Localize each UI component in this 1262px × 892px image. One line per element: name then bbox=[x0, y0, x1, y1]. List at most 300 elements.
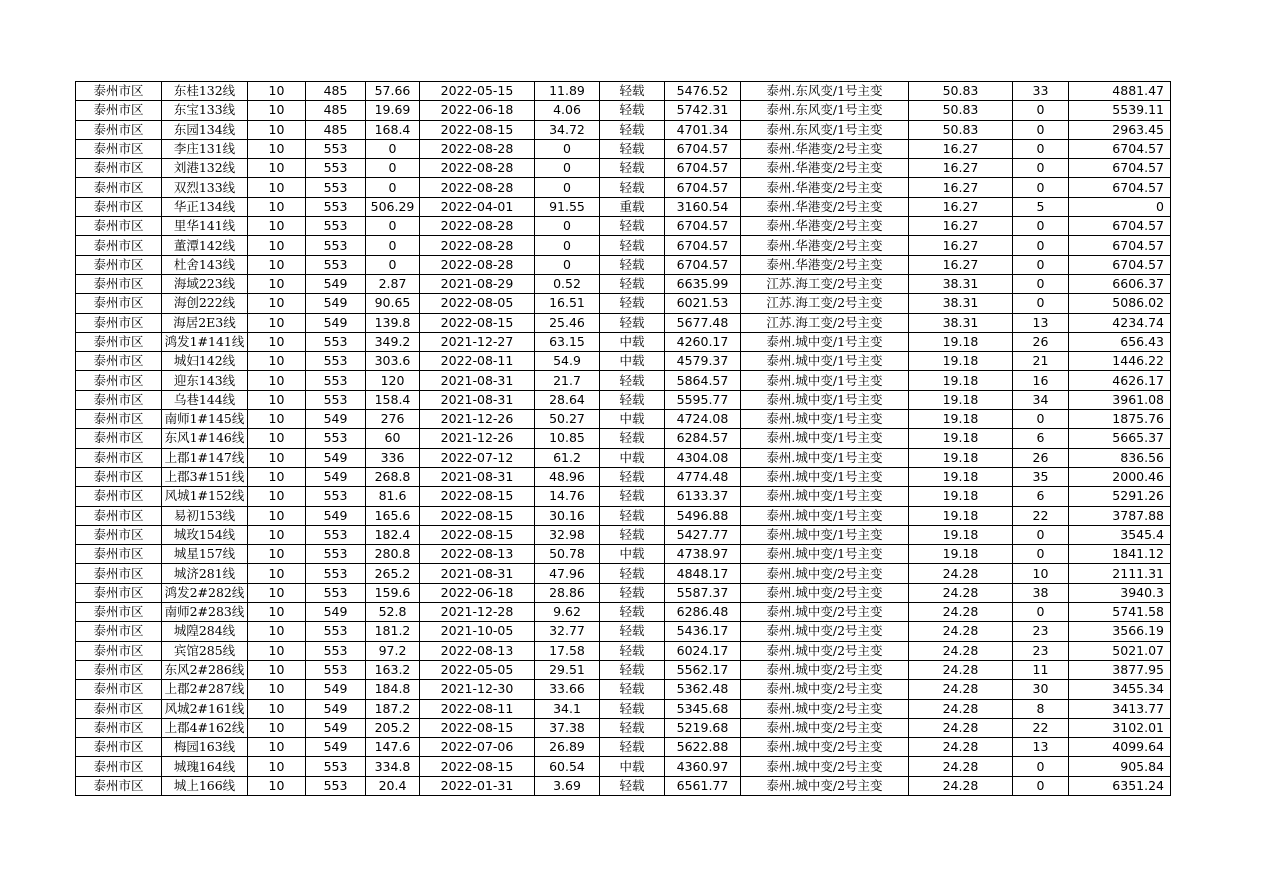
margin-cell: 4360.97 bbox=[665, 757, 741, 776]
date-cell: 2022-08-13 bbox=[420, 641, 535, 660]
load-status-cell: 轻载 bbox=[600, 294, 665, 313]
capacity-cell: 553 bbox=[306, 159, 366, 178]
transformer-rate-cell: 24.28 bbox=[909, 603, 1013, 622]
date-cell: 2022-08-28 bbox=[420, 217, 535, 236]
load-cell: 349.2 bbox=[366, 332, 420, 351]
area-cell: 泰州市区 bbox=[76, 545, 162, 564]
load-status-cell: 轻载 bbox=[600, 564, 665, 583]
available-cell: 2963.45 bbox=[1069, 120, 1171, 139]
line-name-cell: 海创222线 bbox=[162, 294, 248, 313]
capacity-cell: 553 bbox=[306, 332, 366, 351]
count-cell: 34 bbox=[1013, 390, 1069, 409]
available-cell: 4099.64 bbox=[1069, 738, 1171, 757]
transformer-rate-cell: 50.83 bbox=[909, 101, 1013, 120]
margin-cell: 5427.77 bbox=[665, 525, 741, 544]
area-cell: 泰州市区 bbox=[76, 467, 162, 486]
available-cell: 4234.74 bbox=[1069, 313, 1171, 332]
load-status-cell: 中载 bbox=[600, 332, 665, 351]
area-cell: 泰州市区 bbox=[76, 660, 162, 679]
date-cell: 2022-08-28 bbox=[420, 255, 535, 274]
voltage-cell: 10 bbox=[248, 217, 306, 236]
voltage-cell: 10 bbox=[248, 448, 306, 467]
area-cell: 泰州市区 bbox=[76, 448, 162, 467]
date-cell: 2022-06-18 bbox=[420, 101, 535, 120]
available-cell: 6704.57 bbox=[1069, 236, 1171, 255]
voltage-cell: 10 bbox=[248, 332, 306, 351]
margin-cell: 4304.08 bbox=[665, 448, 741, 467]
margin-cell: 4260.17 bbox=[665, 332, 741, 351]
table-row bbox=[76, 776, 1171, 795]
transformer-rate-cell: 19.18 bbox=[909, 545, 1013, 564]
area-cell: 泰州市区 bbox=[76, 680, 162, 699]
transformer-rate-cell: 19.18 bbox=[909, 371, 1013, 390]
available-cell: 1875.76 bbox=[1069, 410, 1171, 429]
load-cell: 181.2 bbox=[366, 622, 420, 641]
voltage-cell: 10 bbox=[248, 603, 306, 622]
voltage-cell: 10 bbox=[248, 371, 306, 390]
area-cell: 泰州市区 bbox=[76, 236, 162, 255]
load-status-cell: 轻载 bbox=[600, 699, 665, 718]
load-cell: 0 bbox=[366, 236, 420, 255]
count-cell: 0 bbox=[1013, 603, 1069, 622]
load-cell: 0 bbox=[366, 255, 420, 274]
capacity-cell: 553 bbox=[306, 197, 366, 216]
available-cell: 6606.37 bbox=[1069, 274, 1171, 293]
area-cell: 泰州市区 bbox=[76, 622, 162, 641]
available-cell: 6704.57 bbox=[1069, 217, 1171, 236]
transformer-cell: 泰州.城中变/1号主变 bbox=[741, 525, 909, 544]
line-name-cell: 刘港132线 bbox=[162, 159, 248, 178]
area-cell: 泰州市区 bbox=[76, 603, 162, 622]
capacity-cell: 485 bbox=[306, 120, 366, 139]
load-rate-cell: 28.86 bbox=[535, 583, 600, 602]
transformer-cell: 江苏.海工变/2号主变 bbox=[741, 274, 909, 293]
margin-cell: 4774.48 bbox=[665, 467, 741, 486]
table-row bbox=[76, 101, 1171, 120]
margin-cell: 6561.77 bbox=[665, 776, 741, 795]
table-row bbox=[76, 545, 1171, 564]
voltage-cell: 10 bbox=[248, 525, 306, 544]
load-status-cell: 轻载 bbox=[600, 467, 665, 486]
load-rate-cell: 91.55 bbox=[535, 197, 600, 216]
load-status-cell: 轻载 bbox=[600, 159, 665, 178]
count-cell: 10 bbox=[1013, 564, 1069, 583]
load-cell: 0 bbox=[366, 159, 420, 178]
transformer-rate-cell: 24.28 bbox=[909, 718, 1013, 737]
table-row bbox=[76, 82, 1171, 101]
voltage-cell: 10 bbox=[248, 294, 306, 313]
count-cell: 0 bbox=[1013, 159, 1069, 178]
available-cell: 6704.57 bbox=[1069, 255, 1171, 274]
table-row bbox=[76, 622, 1171, 641]
date-cell: 2022-07-12 bbox=[420, 448, 535, 467]
capacity-cell: 549 bbox=[306, 294, 366, 313]
count-cell: 26 bbox=[1013, 448, 1069, 467]
capacity-cell: 553 bbox=[306, 236, 366, 255]
margin-cell: 5595.77 bbox=[665, 390, 741, 409]
transformer-cell: 泰州.城中变/1号主变 bbox=[741, 390, 909, 409]
load-status-cell: 轻载 bbox=[600, 718, 665, 737]
capacity-cell: 553 bbox=[306, 352, 366, 371]
table-row bbox=[76, 352, 1171, 371]
transformer-rate-cell: 16.27 bbox=[909, 178, 1013, 197]
line-name-cell: 华正134线 bbox=[162, 197, 248, 216]
load-cell: 506.29 bbox=[366, 197, 420, 216]
table-row bbox=[76, 371, 1171, 390]
capacity-cell: 553 bbox=[306, 545, 366, 564]
transformer-rate-cell: 19.18 bbox=[909, 506, 1013, 525]
transformer-cell: 泰州.城中变/1号主变 bbox=[741, 429, 909, 448]
area-cell: 泰州市区 bbox=[76, 429, 162, 448]
load-status-cell: 轻载 bbox=[600, 274, 665, 293]
load-cell: 265.2 bbox=[366, 564, 420, 583]
count-cell: 0 bbox=[1013, 776, 1069, 795]
transformer-rate-cell: 24.28 bbox=[909, 622, 1013, 641]
transformer-rate-cell: 24.28 bbox=[909, 680, 1013, 699]
load-cell: 168.4 bbox=[366, 120, 420, 139]
load-cell: 90.65 bbox=[366, 294, 420, 313]
line-name-cell: 城玫154线 bbox=[162, 525, 248, 544]
load-rate-cell: 16.51 bbox=[535, 294, 600, 313]
table-row bbox=[76, 583, 1171, 602]
margin-cell: 5677.48 bbox=[665, 313, 741, 332]
margin-cell: 6704.57 bbox=[665, 255, 741, 274]
date-cell: 2022-08-15 bbox=[420, 757, 535, 776]
load-status-cell: 轻载 bbox=[600, 603, 665, 622]
load-rate-cell: 26.89 bbox=[535, 738, 600, 757]
available-cell: 836.56 bbox=[1069, 448, 1171, 467]
count-cell: 0 bbox=[1013, 410, 1069, 429]
capacity-cell: 553 bbox=[306, 564, 366, 583]
transformer-cell: 泰州.城中变/1号主变 bbox=[741, 332, 909, 351]
transformer-cell: 泰州.城中变/2号主变 bbox=[741, 622, 909, 641]
line-name-cell: 海居2E3线 bbox=[162, 313, 248, 332]
area-cell: 泰州市区 bbox=[76, 313, 162, 332]
load-cell: 205.2 bbox=[366, 718, 420, 737]
transformer-rate-cell: 16.27 bbox=[909, 159, 1013, 178]
voltage-cell: 10 bbox=[248, 410, 306, 429]
load-cell: 81.6 bbox=[366, 487, 420, 506]
transformer-rate-cell: 19.18 bbox=[909, 390, 1013, 409]
load-rate-cell: 9.62 bbox=[535, 603, 600, 622]
load-rate-cell: 47.96 bbox=[535, 564, 600, 583]
load-status-cell: 重载 bbox=[600, 197, 665, 216]
area-cell: 泰州市区 bbox=[76, 197, 162, 216]
available-cell: 5086.02 bbox=[1069, 294, 1171, 313]
transformer-cell: 泰州.华港变/2号主变 bbox=[741, 255, 909, 274]
line-name-cell: 南师2#283线 bbox=[162, 603, 248, 622]
voltage-cell: 10 bbox=[248, 274, 306, 293]
table-row bbox=[76, 217, 1171, 236]
transformer-cell: 泰州.城中变/2号主变 bbox=[741, 776, 909, 795]
line-name-cell: 城瑰164线 bbox=[162, 757, 248, 776]
area-cell: 泰州市区 bbox=[76, 255, 162, 274]
table-row bbox=[76, 139, 1171, 158]
voltage-cell: 10 bbox=[248, 429, 306, 448]
margin-cell: 3160.54 bbox=[665, 197, 741, 216]
transformer-cell: 泰州.城中变/1号主变 bbox=[741, 410, 909, 429]
load-cell: 0 bbox=[366, 217, 420, 236]
transformer-cell: 泰州.城中变/2号主变 bbox=[741, 660, 909, 679]
area-cell: 泰州市区 bbox=[76, 294, 162, 313]
date-cell: 2021-08-31 bbox=[420, 390, 535, 409]
date-cell: 2022-01-31 bbox=[420, 776, 535, 795]
capacity-cell: 549 bbox=[306, 738, 366, 757]
date-cell: 2022-08-11 bbox=[420, 352, 535, 371]
load-cell: 187.2 bbox=[366, 699, 420, 718]
voltage-cell: 10 bbox=[248, 467, 306, 486]
load-status-cell: 轻载 bbox=[600, 390, 665, 409]
transformer-rate-cell: 24.28 bbox=[909, 641, 1013, 660]
date-cell: 2022-08-05 bbox=[420, 294, 535, 313]
table-row bbox=[76, 448, 1171, 467]
load-rate-cell: 11.89 bbox=[535, 82, 600, 101]
transformer-cell: 泰州.城中变/2号主变 bbox=[741, 718, 909, 737]
table-row bbox=[76, 429, 1171, 448]
load-rate-cell: 60.54 bbox=[535, 757, 600, 776]
count-cell: 13 bbox=[1013, 738, 1069, 757]
count-cell: 0 bbox=[1013, 294, 1069, 313]
capacity-cell: 553 bbox=[306, 217, 366, 236]
load-rate-cell: 50.78 bbox=[535, 545, 600, 564]
count-cell: 33 bbox=[1013, 82, 1069, 101]
load-status-cell: 中载 bbox=[600, 757, 665, 776]
line-name-cell: 梅园163线 bbox=[162, 738, 248, 757]
voltage-cell: 10 bbox=[248, 236, 306, 255]
area-cell: 泰州市区 bbox=[76, 120, 162, 139]
count-cell: 5 bbox=[1013, 197, 1069, 216]
count-cell: 8 bbox=[1013, 699, 1069, 718]
capacity-cell: 549 bbox=[306, 410, 366, 429]
transformer-rate-cell: 19.18 bbox=[909, 352, 1013, 371]
available-cell: 5291.26 bbox=[1069, 487, 1171, 506]
capacity-cell: 553 bbox=[306, 487, 366, 506]
voltage-cell: 10 bbox=[248, 390, 306, 409]
load-status-cell: 轻载 bbox=[600, 236, 665, 255]
available-cell: 5539.11 bbox=[1069, 101, 1171, 120]
margin-cell: 5496.88 bbox=[665, 506, 741, 525]
load-status-cell: 轻载 bbox=[600, 82, 665, 101]
line-name-cell: 易初153线 bbox=[162, 506, 248, 525]
date-cell: 2022-08-28 bbox=[420, 178, 535, 197]
available-cell: 6704.57 bbox=[1069, 139, 1171, 158]
margin-cell: 5219.68 bbox=[665, 718, 741, 737]
load-rate-cell: 63.15 bbox=[535, 332, 600, 351]
line-name-cell: 鸿发1#141线 bbox=[162, 332, 248, 351]
table-row bbox=[76, 120, 1171, 139]
table-row bbox=[76, 738, 1171, 757]
date-cell: 2021-10-05 bbox=[420, 622, 535, 641]
load-cell: 139.8 bbox=[366, 313, 420, 332]
voltage-cell: 10 bbox=[248, 139, 306, 158]
date-cell: 2022-07-06 bbox=[420, 738, 535, 757]
transformer-rate-cell: 16.27 bbox=[909, 139, 1013, 158]
area-cell: 泰州市区 bbox=[76, 82, 162, 101]
voltage-cell: 10 bbox=[248, 352, 306, 371]
load-rate-cell: 50.27 bbox=[535, 410, 600, 429]
load-cell: 147.6 bbox=[366, 738, 420, 757]
capacity-cell: 553 bbox=[306, 660, 366, 679]
margin-cell: 5587.37 bbox=[665, 583, 741, 602]
area-cell: 泰州市区 bbox=[76, 487, 162, 506]
date-cell: 2021-12-26 bbox=[420, 410, 535, 429]
transformer-rate-cell: 19.18 bbox=[909, 429, 1013, 448]
margin-cell: 6284.57 bbox=[665, 429, 741, 448]
load-status-cell: 中载 bbox=[600, 448, 665, 467]
capacity-cell: 549 bbox=[306, 313, 366, 332]
margin-cell: 5345.68 bbox=[665, 699, 741, 718]
capacity-cell: 553 bbox=[306, 139, 366, 158]
margin-cell: 5562.17 bbox=[665, 660, 741, 679]
load-status-cell: 轻载 bbox=[600, 371, 665, 390]
voltage-cell: 10 bbox=[248, 255, 306, 274]
available-cell: 3787.88 bbox=[1069, 506, 1171, 525]
line-name-cell: 风城1#152线 bbox=[162, 487, 248, 506]
load-rate-cell: 33.66 bbox=[535, 680, 600, 699]
table-row bbox=[76, 178, 1171, 197]
load-status-cell: 轻载 bbox=[600, 487, 665, 506]
transformer-rate-cell: 19.18 bbox=[909, 410, 1013, 429]
load-rate-cell: 0 bbox=[535, 217, 600, 236]
load-cell: 0 bbox=[366, 178, 420, 197]
line-name-cell: 宾馆285线 bbox=[162, 641, 248, 660]
line-name-cell: 南师1#145线 bbox=[162, 410, 248, 429]
voltage-cell: 10 bbox=[248, 583, 306, 602]
area-cell: 泰州市区 bbox=[76, 718, 162, 737]
transformer-rate-cell: 24.28 bbox=[909, 738, 1013, 757]
date-cell: 2021-12-30 bbox=[420, 680, 535, 699]
load-rate-cell: 32.77 bbox=[535, 622, 600, 641]
line-name-cell: 双烈133线 bbox=[162, 178, 248, 197]
transformer-rate-cell: 24.28 bbox=[909, 583, 1013, 602]
margin-cell: 6704.57 bbox=[665, 217, 741, 236]
load-status-cell: 中载 bbox=[600, 545, 665, 564]
count-cell: 0 bbox=[1013, 757, 1069, 776]
load-cell: 159.6 bbox=[366, 583, 420, 602]
load-rate-cell: 0.52 bbox=[535, 274, 600, 293]
table-row bbox=[76, 757, 1171, 776]
load-status-cell: 中载 bbox=[600, 352, 665, 371]
transformer-cell: 江苏.海工变/2号主变 bbox=[741, 294, 909, 313]
count-cell: 23 bbox=[1013, 641, 1069, 660]
load-rate-cell: 10.85 bbox=[535, 429, 600, 448]
load-rate-cell: 34.72 bbox=[535, 120, 600, 139]
capacity-cell: 553 bbox=[306, 390, 366, 409]
load-status-cell: 中载 bbox=[600, 410, 665, 429]
line-name-cell: 风城2#161线 bbox=[162, 699, 248, 718]
date-cell: 2022-08-28 bbox=[420, 159, 535, 178]
transformer-rate-cell: 24.28 bbox=[909, 564, 1013, 583]
load-rate-cell: 34.1 bbox=[535, 699, 600, 718]
capacity-cell: 553 bbox=[306, 583, 366, 602]
load-cell: 182.4 bbox=[366, 525, 420, 544]
count-cell: 11 bbox=[1013, 660, 1069, 679]
load-cell: 184.8 bbox=[366, 680, 420, 699]
available-cell: 1841.12 bbox=[1069, 545, 1171, 564]
table-row bbox=[76, 467, 1171, 486]
load-status-cell: 轻载 bbox=[600, 525, 665, 544]
load-cell: 0 bbox=[366, 139, 420, 158]
transformer-cell: 泰州.城中变/1号主变 bbox=[741, 352, 909, 371]
transformer-rate-cell: 19.18 bbox=[909, 467, 1013, 486]
date-cell: 2022-08-28 bbox=[420, 236, 535, 255]
voltage-cell: 10 bbox=[248, 545, 306, 564]
voltage-cell: 10 bbox=[248, 313, 306, 332]
transformer-cell: 泰州.城中变/1号主变 bbox=[741, 371, 909, 390]
area-cell: 泰州市区 bbox=[76, 564, 162, 583]
table-row bbox=[76, 699, 1171, 718]
count-cell: 23 bbox=[1013, 622, 1069, 641]
date-cell: 2022-04-01 bbox=[420, 197, 535, 216]
table-row bbox=[76, 564, 1171, 583]
count-cell: 0 bbox=[1013, 545, 1069, 564]
table-row bbox=[76, 274, 1171, 293]
capacity-cell: 553 bbox=[306, 255, 366, 274]
available-cell: 4881.47 bbox=[1069, 82, 1171, 101]
line-name-cell: 海域223线 bbox=[162, 274, 248, 293]
load-cell: 57.66 bbox=[366, 82, 420, 101]
capacity-cell: 549 bbox=[306, 506, 366, 525]
margin-cell: 5742.31 bbox=[665, 101, 741, 120]
load-status-cell: 轻载 bbox=[600, 178, 665, 197]
line-name-cell: 城星157线 bbox=[162, 545, 248, 564]
margin-cell: 5476.52 bbox=[665, 82, 741, 101]
count-cell: 0 bbox=[1013, 120, 1069, 139]
capacity-cell: 553 bbox=[306, 429, 366, 448]
available-cell: 5021.07 bbox=[1069, 641, 1171, 660]
load-rate-cell: 21.7 bbox=[535, 371, 600, 390]
available-cell: 2111.31 bbox=[1069, 564, 1171, 583]
load-status-cell: 轻载 bbox=[600, 776, 665, 795]
available-cell: 6704.57 bbox=[1069, 159, 1171, 178]
count-cell: 16 bbox=[1013, 371, 1069, 390]
count-cell: 22 bbox=[1013, 718, 1069, 737]
margin-cell: 6133.37 bbox=[665, 487, 741, 506]
transformer-rate-cell: 24.28 bbox=[909, 699, 1013, 718]
count-cell: 6 bbox=[1013, 429, 1069, 448]
area-cell: 泰州市区 bbox=[76, 371, 162, 390]
load-cell: 19.69 bbox=[366, 101, 420, 120]
area-cell: 泰州市区 bbox=[76, 506, 162, 525]
load-status-cell: 轻载 bbox=[600, 313, 665, 332]
available-cell: 3455.34 bbox=[1069, 680, 1171, 699]
feeder-load-table bbox=[75, 81, 1171, 796]
transformer-cell: 泰州.东风变/1号主变 bbox=[741, 120, 909, 139]
date-cell: 2022-06-18 bbox=[420, 583, 535, 602]
margin-cell: 5864.57 bbox=[665, 371, 741, 390]
line-name-cell: 上郡1#147线 bbox=[162, 448, 248, 467]
voltage-cell: 10 bbox=[248, 622, 306, 641]
load-cell: 163.2 bbox=[366, 660, 420, 679]
date-cell: 2022-08-11 bbox=[420, 699, 535, 718]
load-rate-cell: 54.9 bbox=[535, 352, 600, 371]
voltage-cell: 10 bbox=[248, 506, 306, 525]
available-cell: 656.43 bbox=[1069, 332, 1171, 351]
voltage-cell: 10 bbox=[248, 197, 306, 216]
count-cell: 0 bbox=[1013, 236, 1069, 255]
area-cell: 泰州市区 bbox=[76, 139, 162, 158]
transformer-rate-cell: 19.18 bbox=[909, 448, 1013, 467]
load-cell: 158.4 bbox=[366, 390, 420, 409]
line-name-cell: 上郡2#287线 bbox=[162, 680, 248, 699]
table-row bbox=[76, 525, 1171, 544]
available-cell: 3961.08 bbox=[1069, 390, 1171, 409]
load-status-cell: 轻载 bbox=[600, 583, 665, 602]
transformer-rate-cell: 19.18 bbox=[909, 487, 1013, 506]
load-cell: 268.8 bbox=[366, 467, 420, 486]
capacity-cell: 553 bbox=[306, 641, 366, 660]
table-row bbox=[76, 159, 1171, 178]
